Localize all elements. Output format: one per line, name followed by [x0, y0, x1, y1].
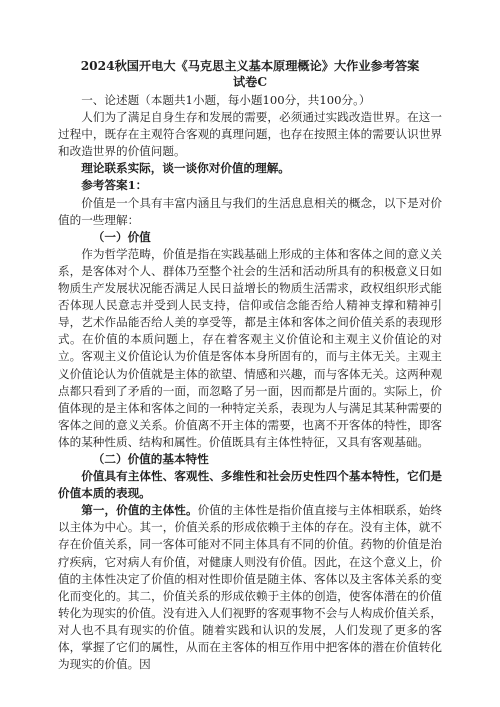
- section-label: 一、论述题（本题共1小题，每小题100分，共100分。）: [81, 93, 371, 107]
- intro-paragraph: 人们为了满足自身生存和发展的需要，必须通过实践改造世界。在这一过程中，既存在主观符合客观的真理问题，也存在按照主体的需要认识世界和改造世界的价值问题。: [58, 110, 442, 159]
- heading-value: （一）价值: [92, 229, 151, 244]
- point1-text: 价值的主体性是指价值直接与主体相联系，始终以主体为中心。其一，价值关系的形成依赖于主体的存在。没有主体，就不存在价值关系，同一客体可能对不同主体具有不同的价值。药物的价值是治疗疾病，它对病人有价值，对健康人则没有价值。因此，在这个意义上，价值的主体性决定了价值的相对性即价值是随主体、客体以及主客体关系的变化而变化的。其二，价值关系的形成依赖于主体的创造，使客体潜在的价值转化为现实的价值。没有进入人们视野的客观事物不会与人构成价值关系，对人也不具有现实的价值。随着实践和认识的发展，人们发现了更多的客体，掌握了它们的属性，从而在主客体的相互作用中把客体的潜在价值转化为现实的价值。因: [58, 503, 442, 672]
- paragraph-subjectivity: [58, 502, 442, 673]
- paragraph-value: 作为哲学范畴，价值是指在实践基础上形成的主体和客体之间的意义关系，是客体对个人、群体乃至整个社会的生活和活动所具有的积极意义日如物质生产发展状况能否满足人民日益增长的物质生活需求，政权组织形式能否体现人民意志并受到人民支持，信仰或信念能否给人精神支撑和精神引导，艺术作品能否给人美的享受等，都是主体和客体之间价值关系的表现形式。在价值的本质问题上，存在着客观主义价值论和主观主义价值论的对立。客观主义价值论认为价值是客体本身所固有的，而与主体无关。主观主义价值论认为价值就是主体的欲望、情感和兴趣，而与客体无关。这两种观点都只看到了矛盾的一面，而忽略了另一面，因而都是片面的。实际上，价值体现的是主体和客体之间的一种特定关系，表现为人与满足其某种需要的客体之间的意义关系。价值离不开主体的需要，也离不开客体的特性，即客体的某种性质、结构和属性。价值既具有主体性特征，又具有客观基础。: [58, 246, 442, 449]
- answer-label: 参考答案1：: [81, 178, 148, 193]
- point1-lead: 第一，价值的主体性。: [81, 503, 198, 518]
- heading-characteristics: （二）价值的基本特性: [92, 451, 209, 466]
- answer-intro: 价值是一个具有丰富内涵且与我们的生活息息相关的概念，以下是对价值的一些理解：: [58, 195, 442, 227]
- document-subtitle: 试卷C: [232, 75, 268, 89]
- question-text: 理论联系实际，谈一谈你对价值的理解。: [81, 161, 290, 176]
- bold-statement: 价值具有主体性、客观性、多维性和社会历史性四个基本特性，它们是价值本质的表现。: [58, 469, 442, 501]
- document-title: 2024秋国开电大《马克思主义基本原理概论》大作业参考答案: [80, 59, 420, 73]
